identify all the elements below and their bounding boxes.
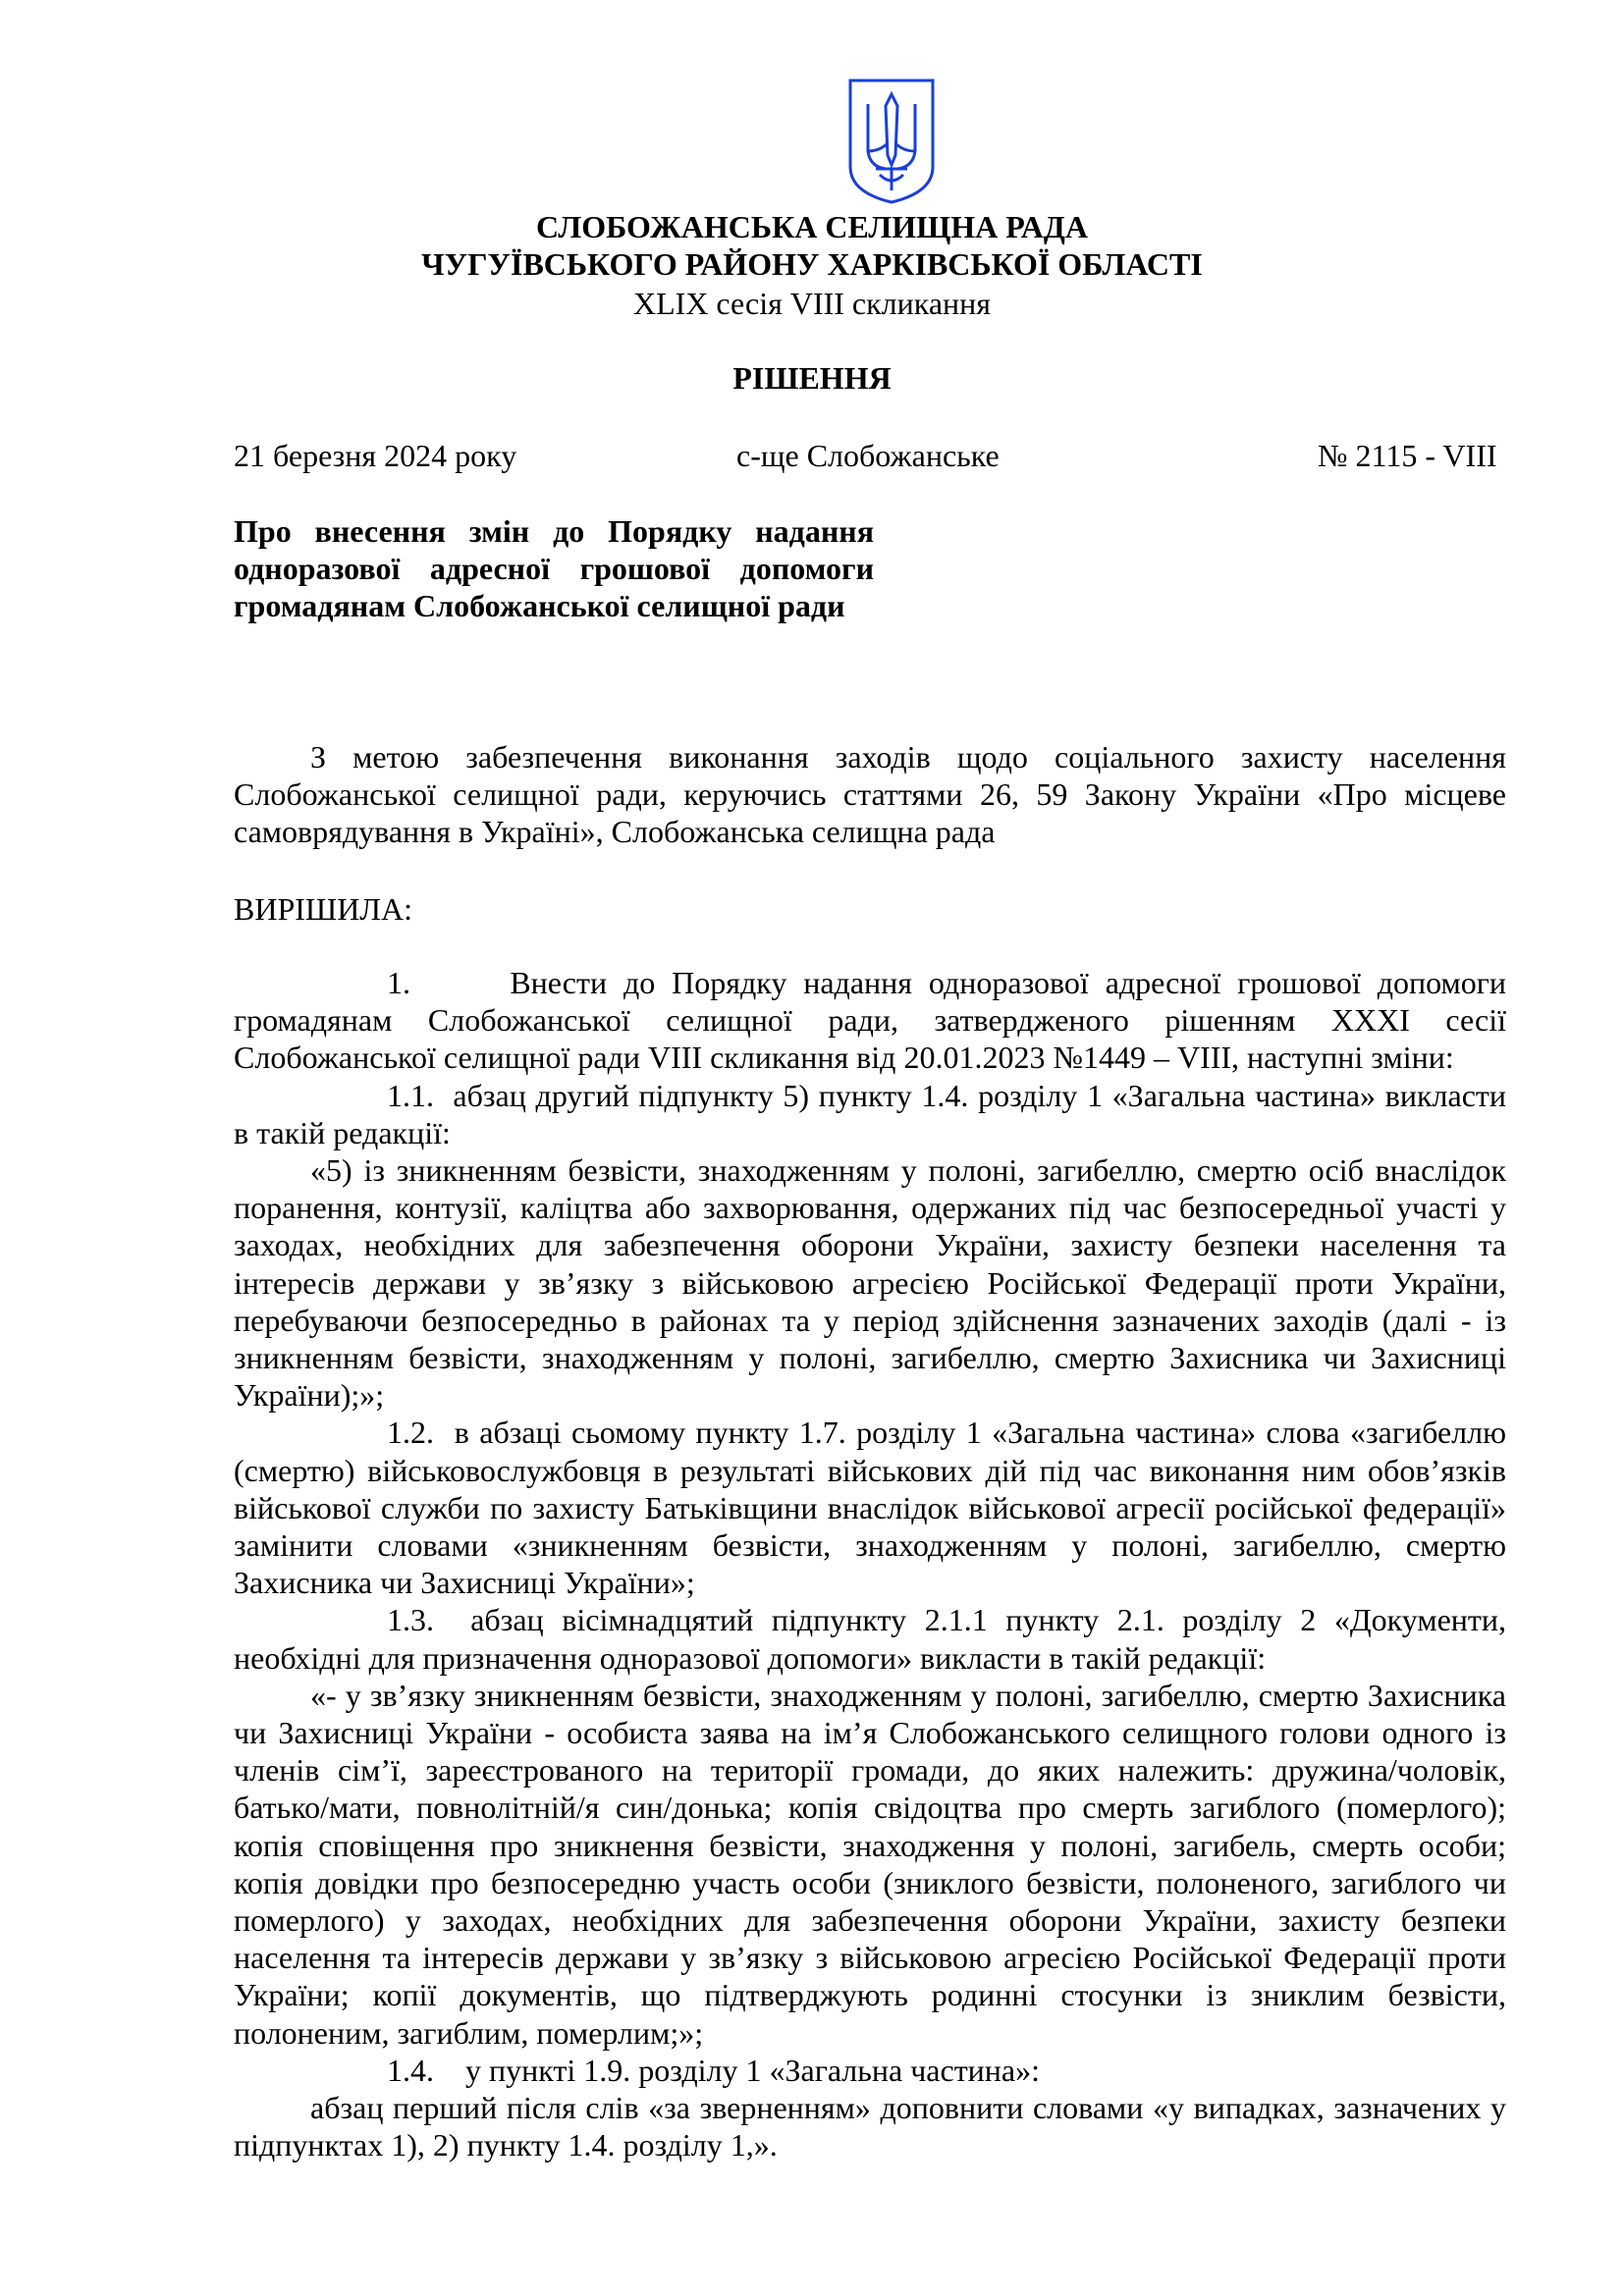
item-1-text: Внести до Порядку надання одноразової адресної грошової допомоги громадянам Слобожанської селищної ради, затвердженого рішенням XXXI сесії Слобожанської селищної ради VIII скликання від 20.01.2023 №1449 – VIII, наступні зміни:: [234, 965, 1507, 1076]
preamble-text: З метою забезпечення виконання заходів щодо соціального захисту населення Слобожанської селищної ради, керуючись статтями 26, 59 Закону України «Про місцеве самоврядування в Україні», Слобожанська селищна рада: [234, 739, 1506, 850]
decision-number: № 2115 - VIII: [1318, 438, 1497, 473]
item-1-3: [234, 1601, 1506, 1676]
item-1-3-number: 1.3.: [387, 1602, 434, 1638]
item-1-1-text: абзац другий підпункту 5) пункту 1.4. розділу 1 «Загальна частина» викласти в такій редакції:: [234, 1077, 1506, 1150]
resolved-heading: [234, 890, 1506, 928]
coat-of-arms-icon: [846, 77, 937, 206]
resolved-label: ВИРІШИЛА:: [234, 891, 412, 927]
session-line: XLIX сесія VIII скликання: [633, 286, 991, 321]
item-1-2-number: 1.2.: [387, 1415, 434, 1451]
decision-items: [234, 964, 1506, 2164]
item-1-1: [234, 1077, 1506, 1151]
item-1-1-number: 1.1.: [387, 1077, 434, 1113]
item-1-1-quote: «5) із зникненням безвісти, знаходженням у полоні, загибеллю, смертю осіб внаслідок поранення, контузії, каліцтва або захворювання, одержаних під час безпосередньої участі у заходах, необхідних для забезпечення оборони України, захисту безпеки населення та інтересів держави у зв’язку з військовою агресією Російської Федерації проти України, перебуваючи безпосередньо в районах та у період здійснення зазначених заходів (далі - із зникненням безвісти, знаходженням у полоні, загибеллю, смертю Захисника чи Захисниці України);»;: [234, 1152, 1506, 1414]
item-1-4-number: 1.4.: [387, 2052, 434, 2088]
item-1-4-sub: абзац перший після слів «за зверненням» доповнити словами «у випадках, зазначених у підпунктах 1), 2) пункту 1.4. розділу 1,».: [234, 2090, 1506, 2163]
district-name: ЧУГУЇВСЬКОГО РАЙОНУ ХАРКІВСЬКОЇ ОБЛАСТІ: [421, 246, 1203, 282]
document-type: РІШЕННЯ: [732, 360, 892, 396]
item-1-3-text: абзац вісімнадцятий підпункту 2.1.1 пункту 2.1. розділу 2 «Документи, необхідні для призначення одноразової допомоги» викласти в такій редакції:: [234, 1602, 1507, 1676]
item-1-4-text: у пункті 1.9. розділу 1 «Загальна частина»:: [465, 2052, 1041, 2088]
item-1: [234, 964, 1506, 1077]
decision-date: 21 березня 2024 року: [234, 438, 517, 473]
preamble: [234, 738, 1506, 851]
item-1-4: [234, 2052, 1506, 2089]
decision-place: с-ще Слобожанське: [736, 438, 1000, 473]
item-1-3-quote: «- у зв’язку зникненням безвісти, знаходженням у полоні, загибеллю, смертю Захисника чи Захисниці України - особиста заява на ім’я Слобожанського селищного голови одного із членів сім’ї, зареєстрованого на території громади, до яких належить: дружина/чоловік, батько/мати, повнолітній/я син/донька; копія свідоцтва про смерть загиблого (померлого); копія сповіщення про зникнення безвісти, знаходження у полоні, загибель, смерть особи; копія довідки про безпосередню участь особи (зниклого безвісти, полоненого, загиблого чи померлого) у заходах, необхідних для забезпечення оборони України, захисту безпеки населення та інтересів держави у зв’язку з військовою агресією Російської Федерації проти України; копії документів, що підтверджують родинні стосунки із зниклим безвісти, полоненим, загиблим, померлим;»;: [234, 1677, 1506, 2051]
item-1-number: 1.: [387, 965, 410, 1000]
item-1-2: [234, 1414, 1506, 1601]
decision-subject: Про внесення змін до Порядку надання одноразової адресної грошової допомоги громадянам Слобожанської селищної ради: [234, 513, 874, 623]
item-1-2-text: в абзаці сьомому пункту 1.7. розділу 1 «Загальна частина» слова «загибеллю (смертю) військовослужбовця в результаті військових дій під час виконання ним обов’язків військової служби по захисту Батьківщини внаслідок військової агресії російської федерації» замінити словами «зникненням безвісти, знаходженням у полоні, загибеллю, смертю Захисника чи Захисниці України»;: [234, 1415, 1506, 1601]
council-name: СЛОБОЖАНСЬКА СЕЛИЩНА РАДА: [536, 209, 1088, 244]
